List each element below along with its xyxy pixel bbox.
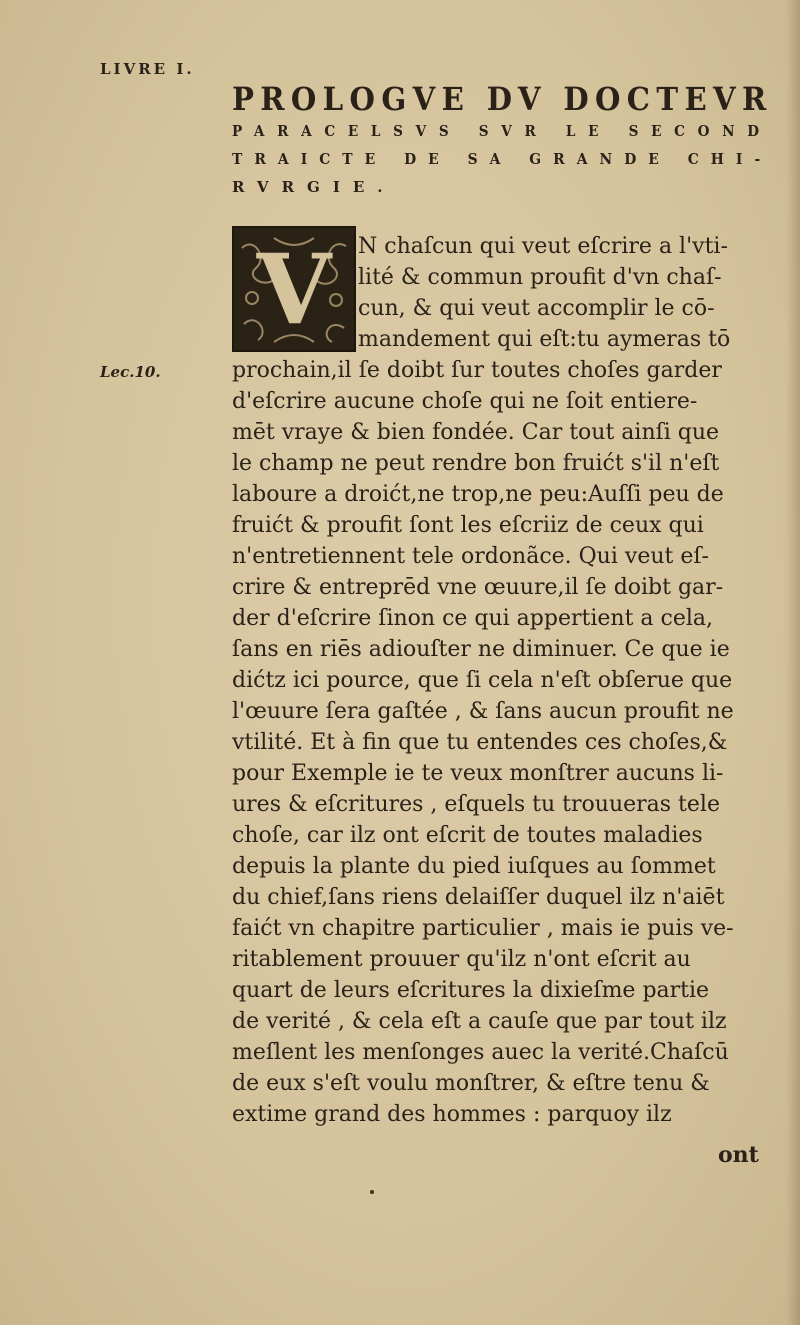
- text-line: de eux s'eſt voulu monſtrer, & eſtre tenu &: [232, 1071, 710, 1096]
- title-line-1: PROLOGVE DV DOCTEVR: [232, 80, 773, 118]
- catchword: ont: [718, 1142, 759, 1168]
- text-line: meſlent les menſonges auec la verité.Chaſcū: [232, 1040, 729, 1065]
- text-line: ſans en riēs adiouſter ne diminuer. Ce que ie: [232, 637, 730, 662]
- decorated-initial: [232, 226, 356, 352]
- ink-speck: [370, 1190, 374, 1194]
- text-line: mēt vraye & bien fondée. Car tout ainſi que: [232, 420, 720, 445]
- title-line-4: RVRGIE.: [232, 178, 396, 196]
- title-line-3: TRAICTE DE SA GRANDE CHI-: [232, 150, 773, 168]
- text-line: depuis la plante du pied iuſques au ſommet: [232, 854, 716, 879]
- text-line: cun, & qui veut accomplir le cō-: [358, 296, 715, 321]
- text-line: prochain,il ſe doibt ſur toutes choſes garder: [232, 358, 722, 383]
- text-line: choſe, car ilz ont eſcrit de toutes maladies: [232, 823, 703, 848]
- text-line: vtilité. Et à fin que tu entendes ces choſes,&: [232, 730, 728, 755]
- text-line: mandement qui eſt:tu aymeras tō: [358, 327, 731, 352]
- initial-letter: V: [256, 232, 332, 346]
- text-line: laboure a droićt,ne trop,ne peu:Auſſi peu de: [232, 482, 724, 507]
- text-line: quart de leurs eſcritures la dixieſme partie: [232, 978, 710, 1003]
- page-edge-shadow: [786, 0, 800, 1325]
- margin-note: Lec.10.: [100, 363, 161, 381]
- text-line: der d'eſcrire ſinon ce qui appertient a cela,: [232, 606, 713, 631]
- text-line: pour Exemple ie te veux monſtrer aucuns li-: [232, 761, 724, 786]
- text-line: d'eſcrire aucune choſe qui ne ſoit entiere-: [232, 389, 698, 414]
- text-line: du chief,ſans riens delaiſſer duquel ilz n'aiēt: [232, 885, 725, 910]
- text-line: extime grand des hommes : parquoy ilz: [232, 1102, 672, 1127]
- text-line: de verité , & cela eſt a cauſe que par tout ilz: [232, 1009, 727, 1034]
- title-line-2: PARACELSVS SVR LE SECOND: [232, 122, 772, 140]
- text-line: dićtz ici pource, que ſi cela n'eſt obſerue que: [232, 668, 733, 693]
- text-line: lité & commun proufit d'vn chaſ-: [358, 265, 722, 290]
- text-line: ritablement prouuer qu'ilz n'ont eſcrit au: [232, 947, 691, 972]
- text-line: l'œuure ſera gaſtée , & ſans aucun proufit ne: [232, 699, 734, 724]
- text-line: ures & eſcritures , eſquels tu trouueras tele: [232, 792, 720, 817]
- running-head: LIVRE I.: [100, 60, 195, 78]
- text-line: faićt vn chapitre particulier , mais ie puis ve-: [232, 916, 734, 941]
- text-line: fruićt & proufit ſont les eſcriiz de ceux qui: [232, 513, 704, 538]
- text-line: N chaſcun qui veut eſcrire a l'vti-: [358, 234, 728, 259]
- text-line: n'entretiennent tele ordonãce. Qui veut eſ-: [232, 544, 709, 569]
- text-line: crire & entreprēd vne œuure,il ſe doibt gar-: [232, 575, 724, 600]
- text-line: le champ ne peut rendre bon fruićt s'il n'eſt: [232, 451, 720, 476]
